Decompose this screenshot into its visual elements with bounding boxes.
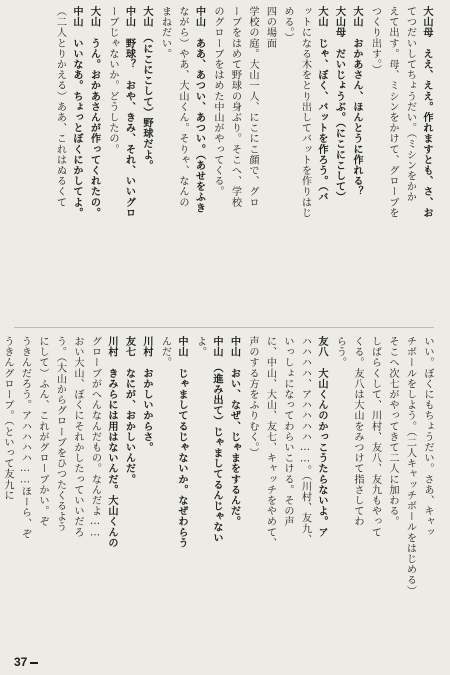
top-text-line: 中山 野球？ おや、きみ、それ、いいグロ xyxy=(123,6,136,218)
top-columns xyxy=(14,6,434,322)
top-text-line: えて出す。母、ミシンをかけて、グローブを xyxy=(387,6,398,218)
bottom-right-text-line: 声のする方をふりむく。） xyxy=(247,336,258,459)
bottom-right-text-line: チボールをしよう。（二人キャッチボールをはじめる） xyxy=(404,336,416,596)
page-number: 37 xyxy=(14,655,38,669)
bottom-right-text-line: ハハハハ、アハハハハ……。（川村、友九、 xyxy=(299,336,311,545)
bottom-right-text-line: 友七 なにが、おかしいんだ。 xyxy=(123,336,136,485)
top-text-line: 中山 いいなあ。ちょっとぼくにかしてよ。 xyxy=(71,6,83,218)
bottom-right-text-line: いい。ぼくにもちょうだい。さあ、キャッ xyxy=(422,336,433,538)
top-text-block xyxy=(14,6,434,322)
top-text-line: ットになる木をとり出してバットを作りはじ xyxy=(299,6,311,218)
top-text-line: まねだい。 xyxy=(159,6,171,59)
bottom-text-block xyxy=(2,336,434,648)
top-text-line: 大山 じゃ、ぼく、バットを作ろう。（バ xyxy=(316,6,328,203)
bottom-right-text-line: に、中山、大山、友七、キャッチをやめて、 xyxy=(264,336,276,548)
top-text-line: 大山母 ええ、ええ。作れますとも、さ、お xyxy=(421,6,433,218)
bottom-right-text-line: 川村 おかしいからさ。 xyxy=(141,336,153,453)
top-text-line: 学校の庭。大山一人、にこにこ顔で、グロ xyxy=(247,6,258,208)
top-text-line: つくり出す。） xyxy=(369,6,381,76)
bottom-right-text-line: らう。 xyxy=(334,336,346,368)
bottom-right-text-line: 中山 おい、なぜ、じゃまをするんだ。 xyxy=(228,336,241,527)
top-text-line: ながら）やあ、大山くん。そりゃ、なんの xyxy=(177,6,188,208)
bottom-right-text-line: んだ。 xyxy=(159,336,171,368)
section-divider xyxy=(14,327,434,328)
bottom-right-text-line: そこへ次七がやってきて二人に加わる。 xyxy=(387,336,398,527)
top-text-line: てつだいしてちょうだい。（ミシンをかか xyxy=(404,6,416,203)
bottom-right-text-line: いっしょになってわらいこける。その声 xyxy=(282,336,293,527)
bottom-left-text-line: うきんグローブ。（といって友九に xyxy=(2,336,13,501)
bottom-right-text-line: おい大山、ぼくにそれかしたっていいだろ xyxy=(72,336,83,538)
bottom-right-text-line: 中山 じゃましてるじゃないか。なぜわらう xyxy=(176,336,188,548)
bottom-right-text-line: 川村 きみらには用はないんだ。大山くんの xyxy=(106,336,118,548)
top-text-line: 大山 （にこにこして）野球だよ。 xyxy=(141,6,153,171)
top-text-line: 四の場面 xyxy=(264,6,276,49)
bottom-left-text-line: うきんだろう。アハハハハ……ほーら、ぞ xyxy=(19,336,31,539)
bottom-right-text-line: 友八 大山くんのかっこうたらないよ。ア xyxy=(316,336,328,538)
bottom-right-text-line: う。（大山からグローブをひつたくるよう xyxy=(54,336,66,533)
bottom-right-text-line: 中山 （進み出て）じゃましてるんじゃない xyxy=(211,336,223,543)
bottom-left-text-line: にして）ふん、これがグローブかい。ぞ xyxy=(37,336,48,527)
top-text-line: 大山母 だいじょうぶ。（にこにこして） xyxy=(333,6,346,203)
bottom-right-text-line: よ。 xyxy=(194,336,206,358)
top-text-line: 大山 うん。おかあさんが作ってくれたの。 xyxy=(88,6,101,218)
top-text-line: のグローブをはめた中山がやってくる。 xyxy=(212,6,223,197)
top-text-line: める。） xyxy=(282,6,293,44)
top-text-line: ーブをはめて野球の身ぶり。そこへ、学校 xyxy=(229,6,241,208)
bottom-right-text-line: くる。友八は大山をみつけて指さしてわ xyxy=(352,336,363,527)
top-text-line: 中山 ああ、あつい、あつい。（あせをふき xyxy=(193,6,206,213)
bottom-right-text-line: しばらくして、川村、友八、友九もやって xyxy=(369,336,381,538)
top-text-line: （二人とりかえる）ああ、これはぬるくて xyxy=(54,6,66,208)
bottom-columns xyxy=(2,336,434,648)
bottom-right-text-line: グローブがへんなんだもの。なんだよ…… xyxy=(89,336,101,539)
top-text-line: 大山 おかあさん、ほんとうに作れる？ xyxy=(351,6,363,197)
top-text-line: ーブじゃないか。どうしたの。 xyxy=(107,6,118,155)
